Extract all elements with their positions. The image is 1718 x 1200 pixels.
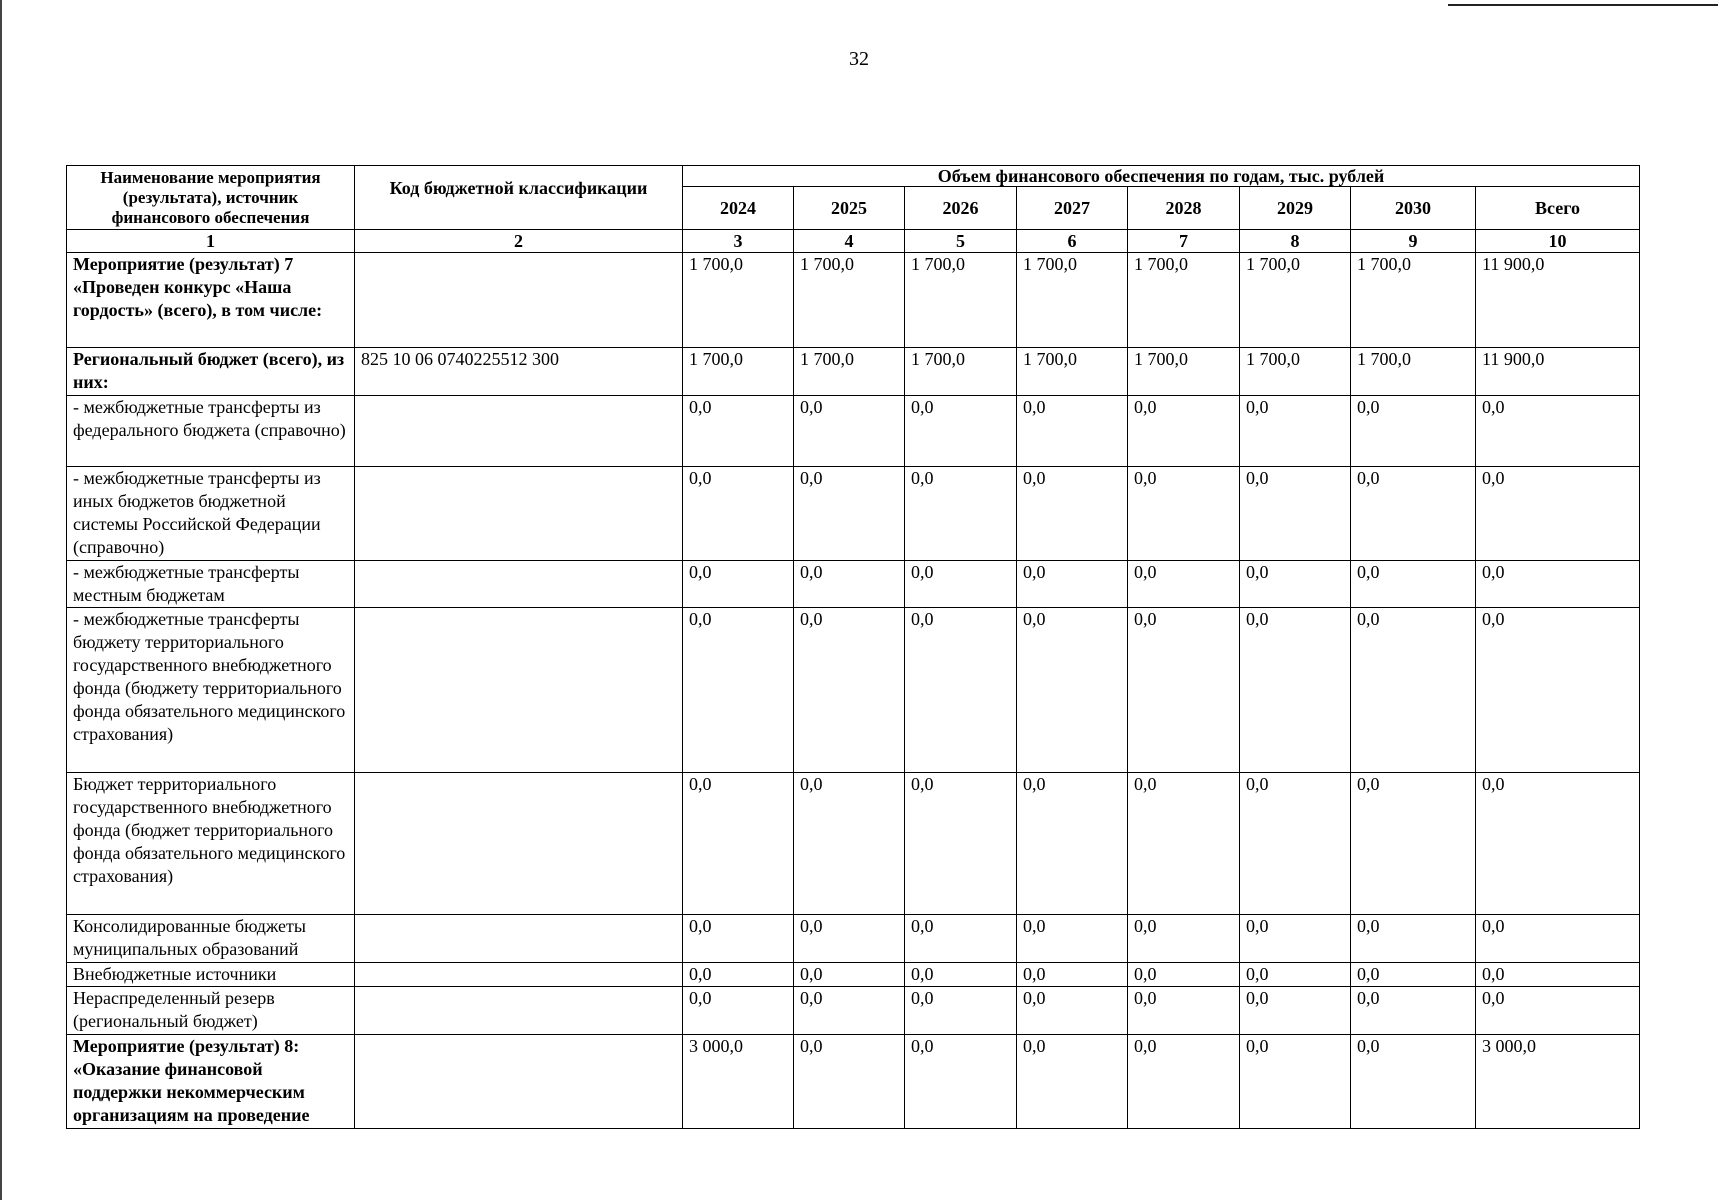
row-name: Мероприятие (результат) 7 «Проведен конкурс «Наша гордость» (всего), в том числе: — [67, 253, 355, 348]
cell-value: 0,0 — [905, 773, 1017, 915]
row-name: Нераспределенный резерв (региональный бюджет) — [67, 987, 355, 1035]
cell-total: 0,0 — [1476, 396, 1640, 467]
cell-value: 0,0 — [1017, 561, 1128, 608]
page-number: 32 — [849, 48, 869, 70]
cell-value: 0,0 — [905, 608, 1017, 773]
cell-value: 1 700,0 — [683, 253, 794, 348]
cell-value: 0,0 — [1017, 608, 1128, 773]
cell-value: 0,0 — [1128, 987, 1240, 1035]
column-number: 10 — [1476, 230, 1640, 253]
cell-value: 0,0 — [794, 1035, 905, 1129]
cell-total: 0,0 — [1476, 987, 1640, 1035]
cell-total: 0,0 — [1476, 915, 1640, 963]
column-number: 7 — [1128, 230, 1240, 253]
cell-value: 0,0 — [683, 396, 794, 467]
header-code: Код бюджетной классификации — [355, 166, 683, 230]
cell-value: 0,0 — [1017, 467, 1128, 561]
column-number: 1 — [67, 230, 355, 253]
cell-value: 0,0 — [1240, 396, 1351, 467]
cell-value: 0,0 — [1017, 987, 1128, 1035]
cell-value: 0,0 — [794, 608, 905, 773]
cell-value: 0,0 — [1128, 467, 1240, 561]
row-name: - межбюджетные трансферты бюджету территориального государственного внебюджетного фонда (бюджету территориального фонда обязательного медицинского страхования) — [67, 608, 355, 773]
row-code — [355, 561, 683, 608]
header-year: 2026 — [905, 187, 1017, 230]
cell-value: 0,0 — [794, 773, 905, 915]
cell-value: 0,0 — [1240, 963, 1351, 987]
header-volume: Объем финансового обеспечения по годам, тыс. рублей — [683, 166, 1640, 187]
cell-value: 0,0 — [905, 1035, 1017, 1129]
cell-value: 0,0 — [905, 987, 1017, 1035]
row-code — [355, 467, 683, 561]
cell-value: 0,0 — [1128, 561, 1240, 608]
cell-value: 0,0 — [683, 467, 794, 561]
header-name: Наименование мероприятия (результата), источник финансового обеспечения — [67, 166, 355, 230]
row-name: Внебюджетные источники — [67, 963, 355, 987]
cell-value: 0,0 — [794, 963, 905, 987]
cell-value: 0,0 — [1128, 396, 1240, 467]
cell-value: 1 700,0 — [1351, 348, 1476, 396]
column-number: 8 — [1240, 230, 1351, 253]
cell-value: 0,0 — [683, 915, 794, 963]
row-code — [355, 963, 683, 987]
cell-value: 0,0 — [1017, 773, 1128, 915]
cell-value: 0,0 — [1240, 561, 1351, 608]
cell-value: 0,0 — [905, 915, 1017, 963]
row-code — [355, 1035, 683, 1129]
column-number: 2 — [355, 230, 683, 253]
cell-value: 0,0 — [1351, 773, 1476, 915]
cell-value: 0,0 — [1351, 1035, 1476, 1129]
cell-value: 0,0 — [794, 561, 905, 608]
cell-value: 1 700,0 — [1017, 348, 1128, 396]
table-row — [67, 348, 1640, 396]
cell-value: 0,0 — [794, 396, 905, 467]
cell-value: 0,0 — [794, 987, 905, 1035]
scan-top-edge — [1448, 4, 1718, 6]
column-number: 4 — [794, 230, 905, 253]
row-code — [355, 396, 683, 467]
row-name: - межбюджетные трансферты из иных бюджетов бюджетной системы Российской Федерации (справочно) — [67, 467, 355, 561]
column-number: 6 — [1017, 230, 1128, 253]
cell-value: 0,0 — [1240, 608, 1351, 773]
cell-value: 1 700,0 — [1128, 348, 1240, 396]
cell-value: 0,0 — [905, 963, 1017, 987]
cell-value: 0,0 — [1351, 396, 1476, 467]
row-name: - межбюджетные трансферты из федерального бюджета (справочно) — [67, 396, 355, 467]
row-name: - межбюджетные трансферты местным бюджетам — [67, 561, 355, 608]
cell-value: 0,0 — [1240, 467, 1351, 561]
row-code — [355, 253, 683, 348]
cell-value: 0,0 — [1128, 608, 1240, 773]
cell-value: 0,0 — [1240, 987, 1351, 1035]
cell-value: 0,0 — [905, 396, 1017, 467]
cell-value: 0,0 — [683, 987, 794, 1035]
cell-value: 0,0 — [1351, 963, 1476, 987]
cell-value: 0,0 — [1128, 1035, 1240, 1129]
row-code — [355, 608, 683, 773]
table-row — [67, 987, 1640, 1035]
row-name: Консолидированные бюджеты муниципальных образований — [67, 915, 355, 963]
table-row — [67, 608, 1640, 773]
cell-value: 1 700,0 — [794, 253, 905, 348]
column-number: 9 — [1351, 230, 1476, 253]
table-row — [67, 396, 1640, 467]
cell-total: 0,0 — [1476, 608, 1640, 773]
column-number: 3 — [683, 230, 794, 253]
header-year: 2028 — [1128, 187, 1240, 230]
cell-value: 1 700,0 — [1017, 253, 1128, 348]
table-row — [67, 915, 1640, 963]
row-name: Бюджет территориального государственного внебюджетного фонда (бюджет территориального фонда обязательного медицинского страхования) — [67, 773, 355, 915]
cell-value: 1 700,0 — [794, 348, 905, 396]
cell-value: 0,0 — [683, 963, 794, 987]
cell-value: 0,0 — [683, 608, 794, 773]
cell-value: 0,0 — [1240, 1035, 1351, 1129]
cell-value: 1 700,0 — [905, 253, 1017, 348]
row-code — [355, 987, 683, 1035]
cell-value: 0,0 — [683, 561, 794, 608]
cell-value: 0,0 — [1351, 987, 1476, 1035]
table-row — [67, 467, 1640, 561]
header-year: 2024 — [683, 187, 794, 230]
row-code: 825 10 06 0740225512 300 — [355, 348, 683, 396]
header-total: Всего — [1476, 187, 1640, 230]
cell-value: 1 700,0 — [1240, 348, 1351, 396]
table-row — [67, 1035, 1640, 1129]
cell-value: 0,0 — [1017, 963, 1128, 987]
cell-total: 3 000,0 — [1476, 1035, 1640, 1129]
row-code — [355, 915, 683, 963]
cell-value: 0,0 — [1351, 608, 1476, 773]
header-year: 2027 — [1017, 187, 1128, 230]
scan-left-edge — [0, 0, 2, 1200]
cell-value: 0,0 — [905, 467, 1017, 561]
cell-value: 0,0 — [1017, 915, 1128, 963]
header-year: 2030 — [1351, 187, 1476, 230]
cell-total: 0,0 — [1476, 773, 1640, 915]
cell-value: 0,0 — [905, 561, 1017, 608]
cell-value: 0,0 — [1351, 561, 1476, 608]
cell-value: 0,0 — [683, 773, 794, 915]
cell-value: 0,0 — [1017, 1035, 1128, 1129]
row-name: Региональный бюджет (всего), из них: — [67, 348, 355, 396]
cell-value: 0,0 — [1017, 396, 1128, 467]
table-row — [67, 561, 1640, 608]
cell-value: 0,0 — [794, 915, 905, 963]
cell-value: 0,0 — [1128, 773, 1240, 915]
row-code — [355, 773, 683, 915]
cell-total: 0,0 — [1476, 561, 1640, 608]
cell-value: 0,0 — [1351, 915, 1476, 963]
financing-table — [66, 165, 1640, 1129]
cell-value: 0,0 — [1351, 467, 1476, 561]
cell-value: 1 700,0 — [1351, 253, 1476, 348]
table-row — [67, 963, 1640, 987]
cell-value: 1 700,0 — [683, 348, 794, 396]
cell-value: 1 700,0 — [1240, 253, 1351, 348]
header-year: 2025 — [794, 187, 905, 230]
cell-value: 3 000,0 — [683, 1035, 794, 1129]
cell-total: 11 900,0 — [1476, 253, 1640, 348]
cell-value: 0,0 — [1128, 915, 1240, 963]
row-name: Мероприятие (результат) 8: «Оказание финансовой поддержки некоммерческим организациям на проведение — [67, 1035, 355, 1129]
header-year: 2029 — [1240, 187, 1351, 230]
cell-value: 1 700,0 — [1128, 253, 1240, 348]
cell-value: 0,0 — [1240, 773, 1351, 915]
cell-value: 0,0 — [1240, 915, 1351, 963]
cell-total: 0,0 — [1476, 467, 1640, 561]
cell-total: 11 900,0 — [1476, 348, 1640, 396]
cell-value: 0,0 — [1128, 963, 1240, 987]
table-row — [67, 773, 1640, 915]
table-row — [67, 253, 1640, 348]
cell-value: 0,0 — [794, 467, 905, 561]
column-number: 5 — [905, 230, 1017, 253]
cell-total: 0,0 — [1476, 963, 1640, 987]
cell-value: 1 700,0 — [905, 348, 1017, 396]
